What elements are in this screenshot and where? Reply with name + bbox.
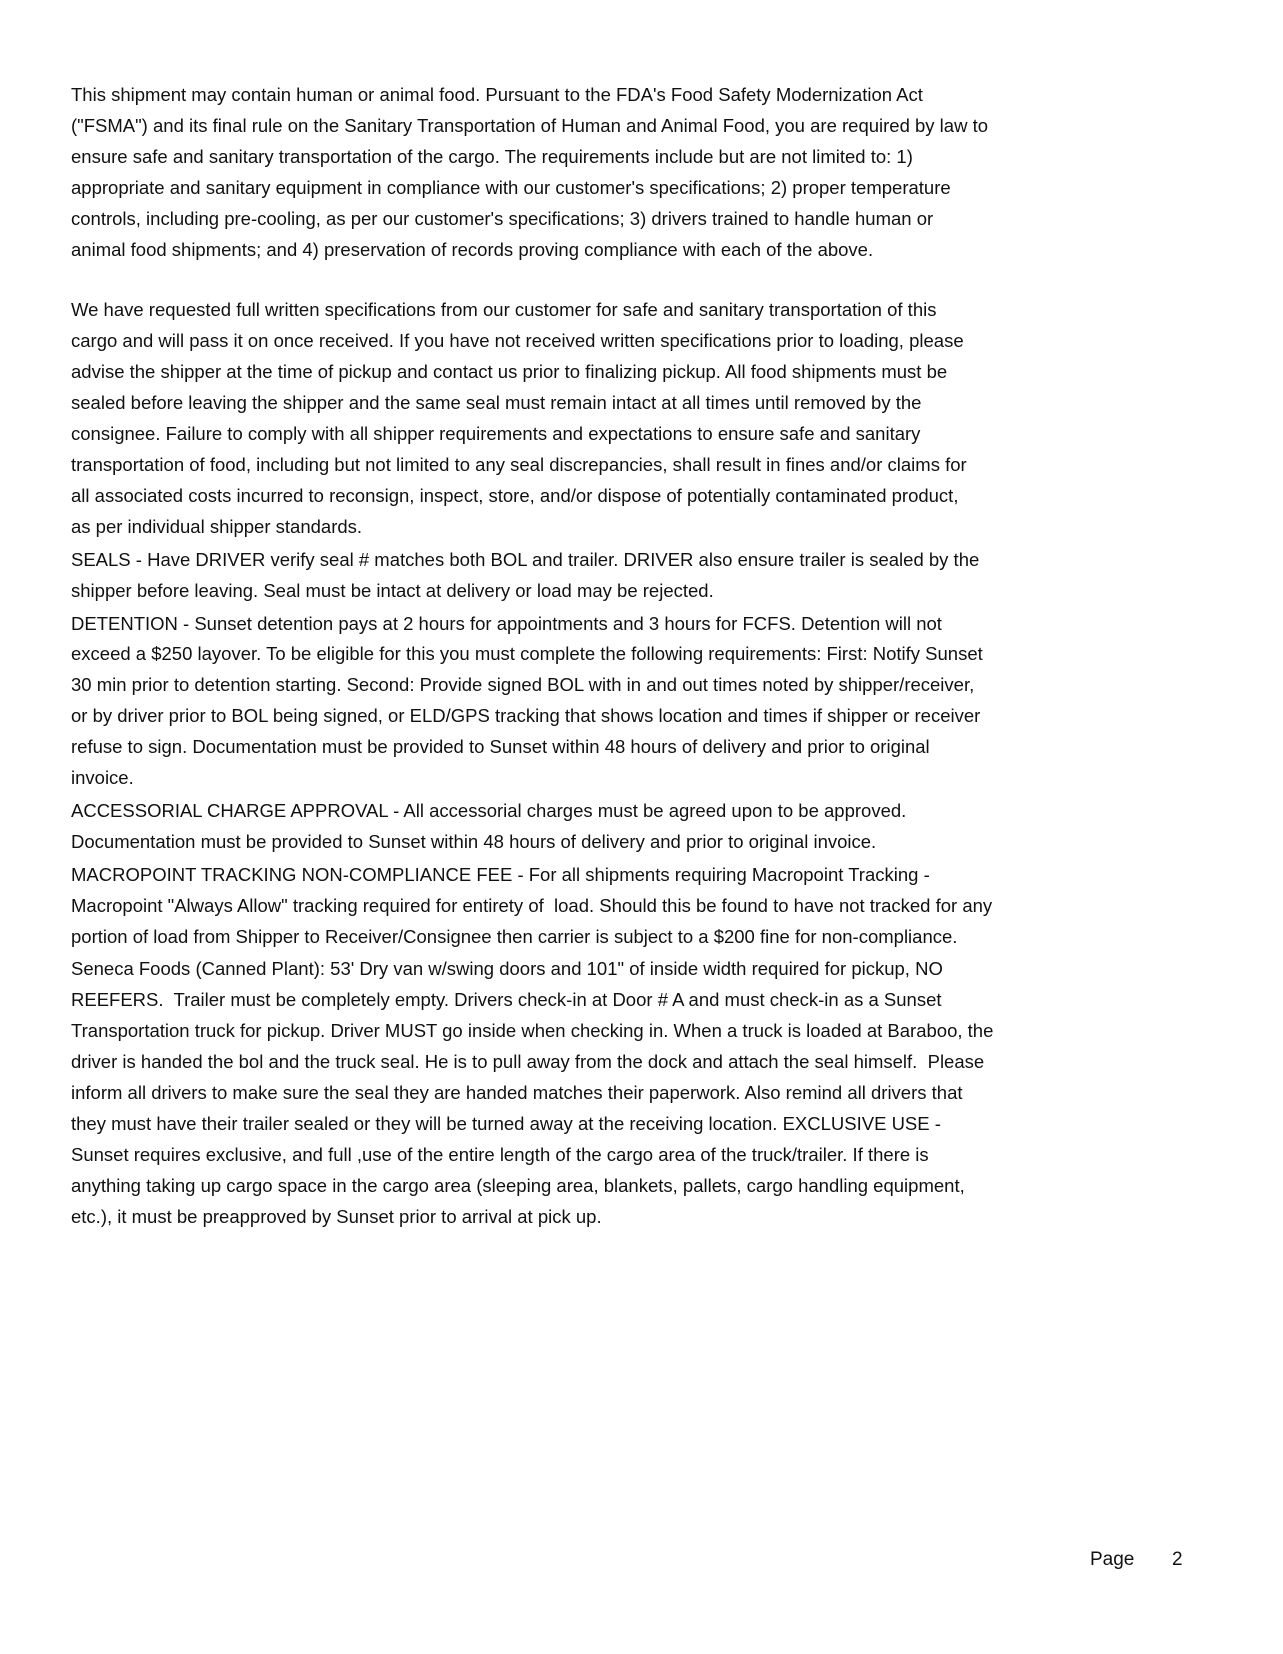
- text-line: Documentation must be provided to Sunset within 48 hours of delivery and prior to original invoice.: [71, 830, 877, 852]
- seals-paragraph: [71, 545, 1101, 607]
- text-line: as per individual shipper standards.: [71, 515, 363, 537]
- text-line: DETENTION - Sunset detention pays at 2 hours for appointments and 3 hours for FCFS. Detention will not: [71, 612, 942, 634]
- text-line: transportation of food, including but not limited to any seal discrepancies, shall result in fines and/or claims for: [71, 453, 967, 475]
- text-line: MACROPOINT TRACKING NON-COMPLIANCE FEE - For all shipments requiring Macropoint Tracking -: [71, 863, 930, 885]
- text-line: portion of load from Shipper to Receiver/Consignee then carrier is subject to a $200 fine for non-compliance.: [71, 925, 958, 947]
- text-line: Transportation truck for pickup. Driver MUST go inside when checking in. When a truck is loaded at Baraboo, the: [71, 1020, 994, 1042]
- text-line: SEALS - Have DRIVER verify seal # matches both BOL and trailer. DRIVER also ensure trailer is sealed by the: [71, 548, 980, 570]
- text-line: We have requested full written specifications from our customer for safe and sanitary transportation of this: [71, 299, 937, 321]
- text-line: etc.), it must be preapproved by Sunset prior to arrival at pick up.: [71, 1205, 602, 1227]
- text-line: animal food shipments; and 4) preservation of records proving compliance with each of the above.: [71, 238, 874, 260]
- text-line: controls, including pre-cooling, as per our customer's specifications; 3) drivers trained to handle human or: [71, 207, 934, 229]
- document-body: [71, 80, 1101, 1233]
- text-line: advise the shipper at the time of pickup and contact us prior to finalizing pickup. All food shipments must be: [71, 361, 948, 383]
- text-line: appropriate and sanitary equipment in compliance with our customer's specifications; 2) proper temperature: [71, 176, 951, 198]
- macropoint-paragraph: [71, 860, 1101, 953]
- accessorial-paragraph: [71, 796, 1101, 858]
- page-label: Page: [1090, 1549, 1135, 1570]
- text-line: anything taking up cargo space in the cargo area (sleeping area, blankets, pallets, cargo handling equipment,: [71, 1174, 965, 1196]
- text-line: ("FSMA") and its final rule on the Sanitary Transportation of Human and Animal Food, you are required by law to: [71, 114, 989, 136]
- text-line: cargo and will pass it on once received. If you have not received written specifications prior to loading, please: [71, 330, 964, 352]
- text-line: ensure safe and sanitary transportation of the cargo. The requirements include but are not limited to: 1): [71, 145, 913, 167]
- page-number: 2: [1172, 1549, 1183, 1570]
- text-line: Macropoint "Always Allow" tracking required for entirety of load. Should this be found to have not tracked for any: [71, 894, 993, 916]
- text-line: This shipment may contain human or animal food. Pursuant to the FDA's Food Safety Modernization Act: [71, 84, 923, 105]
- text-line: ACCESSORIAL CHARGE APPROVAL - All accessorial charges must be agreed upon to be approved.: [71, 799, 907, 821]
- text-line: REEFERS. Trailer must be completely empty. Drivers check-in at Door # A and must check-in as a Sunset: [71, 989, 942, 1011]
- text-line: driver is handed the bol and the truck seal. He is to pull away from the dock and attach the seal himself. Please: [71, 1051, 985, 1073]
- text-line: sealed before leaving the shipper and the same seal must remain intact at all times until removed by the: [71, 392, 922, 414]
- text-line: or by driver prior to BOL being signed, or ELD/GPS tracking that shows location and times if shipper or receiver: [71, 705, 981, 727]
- text-line: Sunset requires exclusive, and full ,use of the entire length of the cargo area of the truck/trailer. If there is: [71, 1143, 929, 1165]
- text-line: they must have their trailer sealed or they will be turned away at the receiving location. EXCLUSIVE USE -: [71, 1113, 941, 1134]
- text-line: 30 min prior to detention starting. Second: Provide signed BOL with in and out times noted by shipper/receiver,: [71, 674, 975, 696]
- text-line: inform all drivers to make sure the seal they are handed matches their paperwork. Also remind all drivers that: [71, 1082, 963, 1104]
- paragraph-spacer: [71, 265, 1101, 295]
- text-line: consignee. Failure to comply with all shipper requirements and expectations to ensure safe and sanitary: [71, 423, 921, 445]
- text-line: all associated costs incurred to reconsign, inspect, store, and/or dispose of potentially contaminated product,: [71, 484, 959, 506]
- fsma-paragraph: [71, 80, 1101, 265]
- text-line: invoice.: [71, 767, 134, 789]
- seneca-foods-paragraph: [71, 954, 1101, 1232]
- text-line: Seneca Foods (Canned Plant): 53' Dry van w/swing doors and 101" of inside width required for pickup, NO: [71, 958, 943, 980]
- text-line: exceed a $250 layover. To be eligible for this you must complete the following requirements: First: Notify Sunset: [71, 643, 983, 665]
- text-line: refuse to sign. Documentation must be provided to Sunset within 48 hours of delivery and prior to original: [71, 736, 930, 758]
- text-line: shipper before leaving. Seal must be intact at delivery or load may be rejected.: [71, 579, 714, 601]
- detention-paragraph: [71, 609, 1101, 794]
- specifications-paragraph: [71, 295, 1101, 542]
